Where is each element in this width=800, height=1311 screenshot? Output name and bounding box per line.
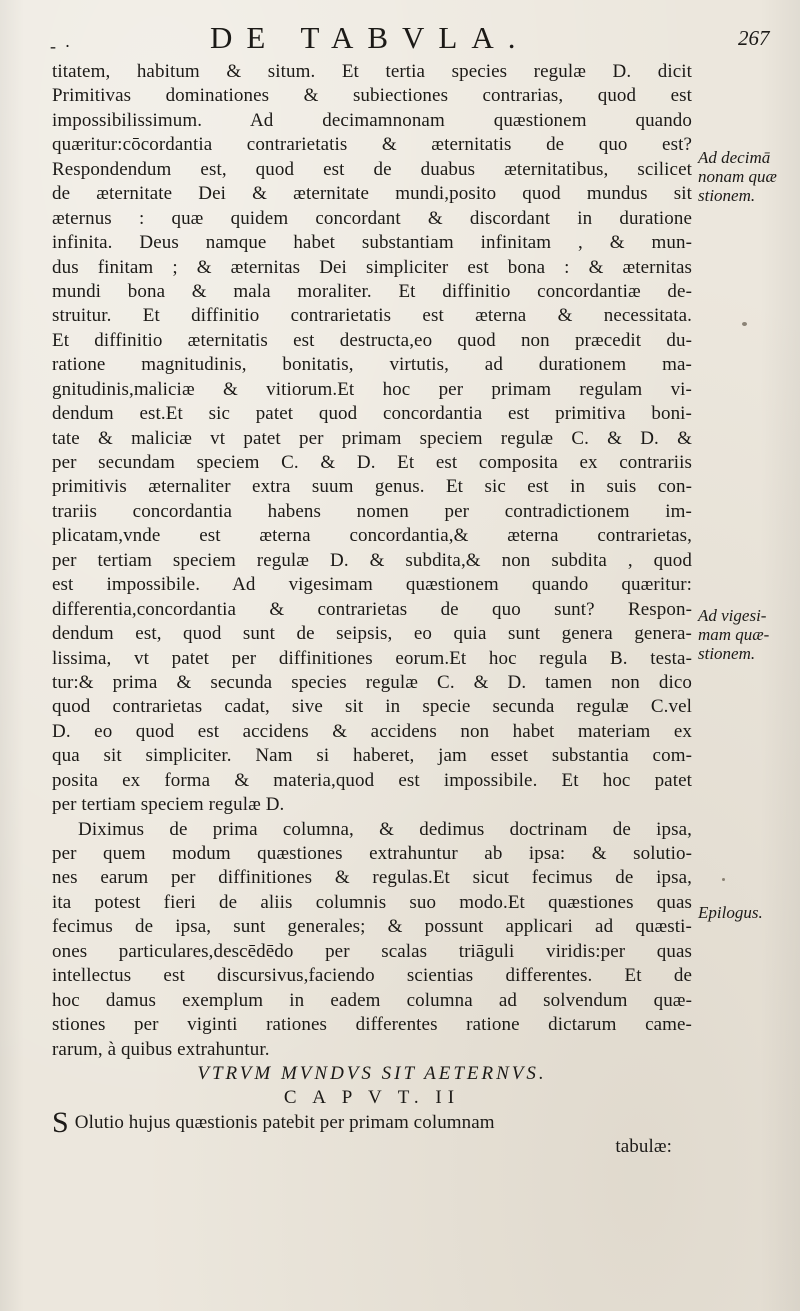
text-line: titatem, habitum & situm. Et tertia species regulæ D. dicit xyxy=(52,61,692,82)
text-line: hoc damus exemplum in eadem columna ad solvendum quæ- xyxy=(52,989,692,1011)
text-line: quod contrarietas cadat, sive sit in specie secunda regulæ C.vel xyxy=(52,696,692,718)
margin-note xyxy=(698,606,798,663)
text-line: tur:& prima & secunda species regulæ C. & D. tamen non dico xyxy=(52,671,692,693)
text-line: fecimus de ipsa, sunt generales; & possunt applicari ad quæsti- xyxy=(52,916,692,938)
text-line: de æternitate Dei & æternitate mundi,posito quod mundus sit xyxy=(52,183,692,205)
text-line: qua sit simpliciter. Nam si haberet, jam esset substantia com- xyxy=(52,745,692,767)
text-line: ratione magnitudinis, bonitatis, virtutis, ad durationem ma- xyxy=(52,354,692,376)
text-line: rarum, à quibus extrahuntur. xyxy=(52,1038,270,1060)
margin-note-line: Epilogus. xyxy=(698,903,763,922)
text-line: quæritur:cōcordantia contrarietatis & æternitatis de quo est? xyxy=(52,134,692,156)
running-head xyxy=(0,8,800,58)
text-line: plicatam,vnde est æterna concordantia,& æterna contrarietas, xyxy=(52,525,692,547)
drop-cap: S xyxy=(52,1105,69,1139)
ink-spot xyxy=(722,878,725,881)
margin-note xyxy=(698,148,798,205)
text-line: infinita. Deus namque habet substantiam infinitam , & mun- xyxy=(52,232,692,254)
text-line: per quem modum quæstiones extrahuntur ab ipsa: & solutio- xyxy=(52,843,692,864)
text-line: tate & maliciæ vt patet per primam speciem regulæ C. & D. & xyxy=(52,427,692,449)
text-line: mundi bona & mala moraliter. Et diffinitio concordantiæ de- xyxy=(52,280,692,302)
text-line: D. eo quod est accidens & accidens non habet materiam ex xyxy=(52,720,692,742)
text-line: stiones per viginti rationes differentes ratione dictarum came- xyxy=(52,1014,692,1036)
margin-note xyxy=(698,903,798,922)
running-head-mark: - · xyxy=(50,36,73,56)
main-text-column xyxy=(52,60,692,1160)
text-line: gnitudinis,maliciæ & vitiorum.Et hoc per primam regulam vi- xyxy=(52,378,692,400)
text-line: struitur. Et diffinitio contrarietatis est æterna & necessitata. xyxy=(52,305,692,327)
text-line: lissima, vt patet per diffinitiones eorum.Et hoc regula B. testa- xyxy=(52,647,692,669)
text-line: ones particulares,descēdēdo per scalas triāguli viridis:per quas xyxy=(52,940,692,962)
ink-spot xyxy=(742,322,747,326)
text-line: Respondendum est, quod est de duabus æternitatibus, scilicet xyxy=(52,158,692,180)
margin-note-line: nonam quæ xyxy=(698,167,777,186)
text-line: per tertiam speciem regulæ D. & subdita,& non subdita , quod xyxy=(52,549,692,571)
text-line: dus finitam ; & æternitas Dei simpliciter est bona : & æternitas xyxy=(52,256,692,278)
text-line: æternus : quæ quidem concordant & discordant in duratione xyxy=(52,207,692,229)
text-line: dendum est.Et sic patet quod concordantia est primitiva boni- xyxy=(52,403,692,425)
text-line: ita potest fieri de aliis columnis suo modo.Et quæstiones quas xyxy=(52,891,692,913)
margin-note-line: stionem. xyxy=(698,644,756,663)
chapter-heading: C A P V T. II xyxy=(283,1087,461,1109)
margin-note-line: Ad vigesi- xyxy=(698,606,767,625)
text-line: dendum est, quod sunt de seipsis, eo quia sunt genera genera- xyxy=(52,623,692,645)
final-paragraph-line xyxy=(52,1105,692,1139)
text-line: nes earum per diffinitiones & regulas.Et sicut fecimus de ipsa, xyxy=(52,867,692,889)
text-line: per secundam speciem C. & D. Et est composita ex contrariis xyxy=(52,452,692,473)
text-line: per tertiam speciem regulæ D. xyxy=(52,794,285,816)
catchword: tabulæ: xyxy=(615,1136,672,1158)
text-line: est impossibile. Ad vigesimam quæstionem quando quæritur: xyxy=(52,574,692,596)
margin-note-line: stionem. xyxy=(698,186,756,205)
text-line: Diximus de prima columna, & dedimus doctrinam de ipsa, xyxy=(78,818,692,840)
page-number: 267 xyxy=(738,26,770,50)
margin-note-line: Ad decimā xyxy=(698,148,771,167)
text-line: differentia,concordantia & contrarietas de quo sunt? Respon- xyxy=(52,598,692,620)
text-line: Primitivas dominationes & subiectiones contrarias, quod est xyxy=(52,85,692,107)
section-title: VTRVM MVNDVS SIT AETERNVS. xyxy=(197,1062,547,1084)
text-line: primitivis æternaliter extra suum genus. Et sic est in suis con- xyxy=(52,476,692,498)
text-line: intellectus est discursivus,faciendo scientias differentes. Et de xyxy=(52,965,692,987)
text-line: Et diffinitio æternitatis est destructa,eo quod non præcedit du- xyxy=(52,329,692,351)
margin-note-line: mam quæ- xyxy=(698,625,770,644)
text-line: impossibilissimum. Ad decimamnonam quæstionem quando xyxy=(52,109,692,131)
final-paragraph-text: Olutio hujus quæstionis patebit per primam columnam xyxy=(74,1111,495,1133)
running-head-title: DE TABVLA. xyxy=(210,20,530,55)
text-line: trariis concordantia habens nomen per contradictionem im- xyxy=(52,500,692,522)
text-line: posita ex forma & materia,quod est impossibile. Et hoc patet xyxy=(52,769,692,791)
